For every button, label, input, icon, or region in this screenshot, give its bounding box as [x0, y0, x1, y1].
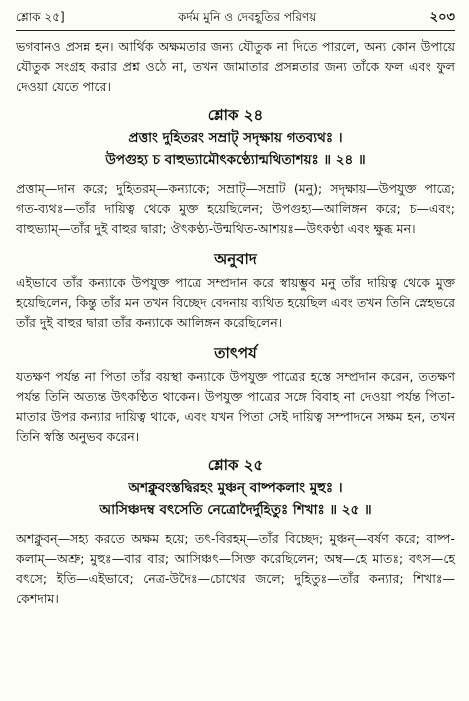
verse-24-synonyms: প্রত্তাম্—দান করে; দুহিতরম্—কন্যাকে; সম্রাট্—সম্রাট (মনু); সদৃক্ষায়—উপযুক্ত পাত্রে; গত-ব্যথঃ—তাঁর দায়িত্ব থেকে মুক্ত হয়েছিলেন; উপগুহ্য—আলিঙ্গন করে; চ—এবং; বাহুভ্যাম্—তাঁর দুই বাহুর দ্বারা; ঔৎকণ্ঠ্য-উন্মথিত-আশয়ঃ—উৎকণ্ঠা এবং ক্ষুব্ধ মন।: [16, 181, 455, 236]
verse-25-line-2: আসিঞ্চদম্ব বৎসেতি নেত্রোদৈর্দুহিতুঃ শিখাঃ ॥ ২৫ ॥: [99, 502, 372, 518]
verse-24-translation: এইভাবে তাঁর কন্যাকে উপযুক্ত পাত্রে সম্প্রদান করে স্বায়ম্ভুব মনু তাঁর দায়িত্ব থেকে মুক্ত হয়েছিলেন, কিন্তু তাঁর মন তখন বিচ্ছেদ বেদনায় ব্যথিত হয়েছিল এবং তখন তিনি স্নেহভরে তাঁর দুই বাহুর দ্বারা তাঁর কন্যাকে আলিঙ্গন করেছিলেন।: [16, 275, 455, 330]
verse-25-line-1: অশক্নুবংস্তদ্বিরহং মুঞ্চন্ বাষ্পকলাং মুহুঃ ।: [128, 480, 343, 496]
page-number: ২০৩: [429, 10, 455, 25]
intro-paragraph: ভগবানও প্রসন্ন হন। আর্থিক অক্ষমতার জন্য যৌতুক না দিতে পারলে, অন্য কোন উপায়ে যৌতুক সংগ্রহ করার প্রশ্ন ওঠে না, তখন জামাতার প্রসন্নতার জন্য তাঁকে ফল এবং ফুল দেওয়া যেতে পারে।: [16, 39, 455, 94]
verse-25-heading: শ্লোক ২৫: [207, 456, 264, 474]
translation-heading: অনুবাদ: [214, 250, 257, 268]
verse-24-purport: যতক্ষণ পর্যন্ত না পিতা তাঁর বয়স্থা কন্যাকে উপযুক্ত পাত্রের হস্তে সম্প্রদান করেন, ততক্ষণ পর্যন্ত তিনি অত্যন্ত উৎকণ্ঠিত থাকেন। উপযুক্ত পাত্রের সঙ্গে বিবাহ না দেওয়া পর্যন্ত পিতা-মাতার উপর কন্যার দায়িত্ব থাকে, এবং যখন পিতা সেই দায়িত্ব সম্পাদনে সক্ষম হন, তখন তিনি স্বস্তি অনুভব করেন।: [16, 369, 455, 444]
header-rule: [16, 30, 455, 31]
verse-24-line-2: উপগুহ্য চ বাহুভ্যামৌৎকণ্ঠ্যোন্মথিতাশয়ঃ ॥ ২৪ ॥: [105, 152, 366, 168]
verse-24-heading: শ্লোক ২৪: [207, 106, 264, 124]
verse-24-line-1: প্রত্তাং দুহিতরং সম্রাট্ সদৃক্ষায় গতব্যথঃ ।: [128, 130, 343, 146]
purport-heading: তাৎপর্য: [214, 344, 257, 362]
header-verse-ref: শ্লোক ২৫]: [16, 10, 65, 24]
running-header: [16, 8, 455, 28]
header-chapter-title: কর্দম মুনি ও দেবহূতির পরিণয়: [177, 10, 317, 24]
verse-25-synonyms: অশক্নুবন্—সহ্য করতে অক্ষম হয়ে; তৎ-বিরহম্—তাঁর বিচ্ছেদ; মুঞ্চন্—বর্ষণ করে; বাষ্প-কলাম্—অশ্রু; মুহুঃ—বার বার; আসিঞ্চৎ—সিক্ত করেছিলেন; অম্ব—হে মাতঃ; বৎস—হে বৎসে; ইতি—এইভাবে; নেত্র-উদৈঃ—চোখের জলে; দুহিতুঃ—তাঁর কন্যার; শিখাঃ—কেশদাম।: [16, 531, 455, 606]
